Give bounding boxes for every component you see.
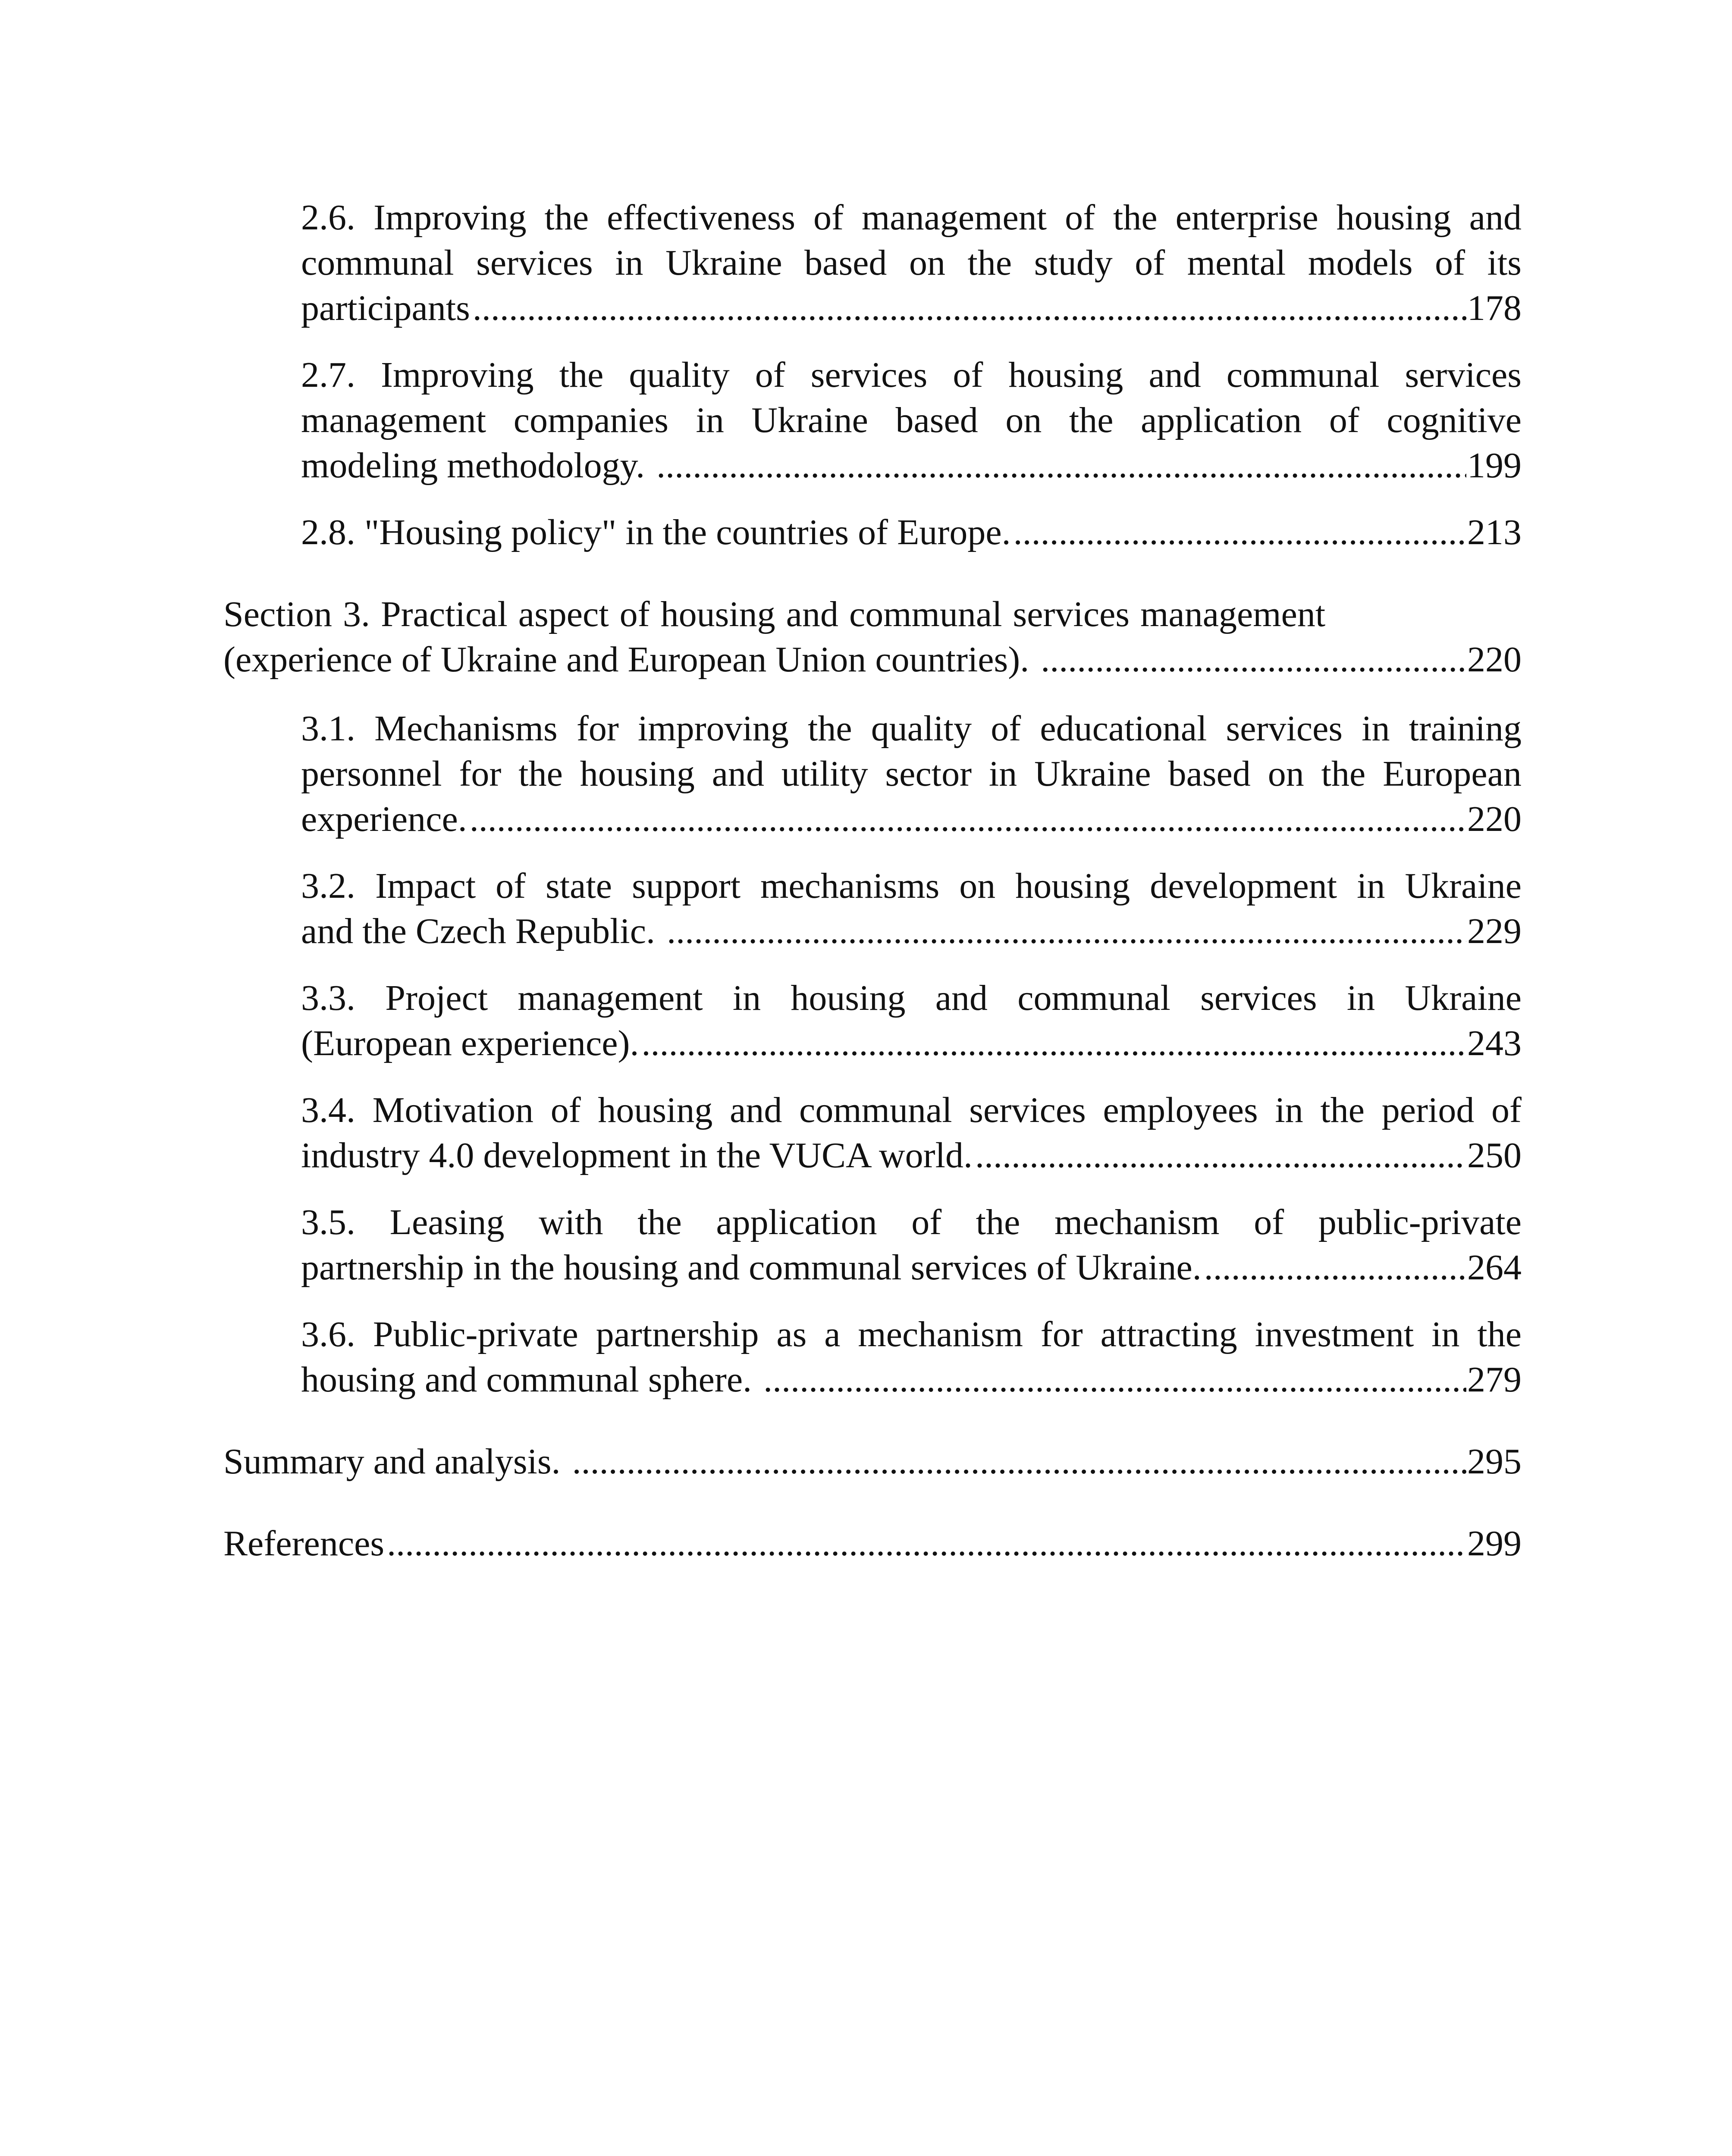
toc-line: management companies in Ukraine based on the application of cognitive [301, 400, 1522, 440]
toc-entry-3-6[interactable] [301, 1312, 1522, 1402]
toc-line: 3.6. Public-private partnership as a mechanism for attracting investment in the [301, 1314, 1522, 1354]
toc-entry-3-1[interactable] [301, 706, 1522, 842]
toc-entry-text [301, 195, 1522, 285]
toc-entry-summary[interactable] [223, 1439, 1522, 1484]
toc-line: experience. [301, 799, 467, 839]
toc-line: 3.4. Motivation of housing and communal services employees in the period of [301, 1090, 1522, 1130]
toc-entry-references[interactable] [223, 1521, 1522, 1566]
toc-entry-3-3[interactable] [301, 975, 1522, 1066]
page-number: 250 [1467, 1135, 1522, 1175]
page-number: 295 [1467, 1442, 1522, 1482]
toc-line: 3.1. Mechanisms for improving the quality of educational services in training [301, 708, 1522, 749]
toc-entry-text [301, 352, 1522, 443]
toc-line: (experience of Ukraine and European Union countries). [223, 639, 1039, 680]
toc-line: participants [301, 288, 470, 328]
toc-line: 3.2. Impact of state support mechanisms on housing development in Ukraine [301, 866, 1522, 906]
toc-leader-line [301, 1021, 1522, 1066]
dot-leader [1013, 510, 1466, 555]
page-number: 264 [1467, 1247, 1522, 1288]
toc-line: (European experience). [301, 1023, 639, 1063]
toc-leader-line [301, 796, 1522, 842]
toc-leader-line [301, 909, 1522, 954]
toc-leader-line [223, 1439, 1522, 1484]
page-number: 213 [1467, 512, 1522, 552]
dot-leader [473, 285, 1466, 331]
toc-line: 2.6. Improving the effectiveness of management of the enterprise housing and [301, 197, 1522, 238]
toc-line: Summary and analysis. [223, 1442, 570, 1482]
toc-line: communal services in Ukraine based on the study of mental models of its [301, 243, 1522, 283]
dot-leader [642, 1021, 1466, 1066]
toc-leader-line [301, 443, 1522, 488]
dot-leader [1041, 637, 1466, 682]
page-number: 279 [1467, 1360, 1522, 1400]
toc-line: industry 4.0 development in the VUCA world. [301, 1135, 973, 1175]
toc-entry-section-3[interactable] [223, 592, 1522, 682]
dot-leader [656, 443, 1466, 488]
page-number: 229 [1467, 911, 1522, 951]
page-number: 299 [1467, 1523, 1522, 1564]
toc-leader-line [301, 285, 1522, 331]
toc-entry-2-7[interactable] [301, 352, 1522, 488]
toc-line: and the Czech Republic. [301, 911, 665, 951]
toc-entry-3-2[interactable] [301, 863, 1522, 954]
page-number: 220 [1467, 639, 1522, 680]
table-of-contents [223, 195, 1522, 1566]
toc-line: housing and communal sphere. [301, 1360, 761, 1400]
toc-line: modeling methodology. [301, 445, 654, 486]
toc-line: 2.8. "Housing policy" in the countries of Europe. [301, 512, 1011, 552]
toc-entry-2-8[interactable] [301, 510, 1522, 555]
toc-line: Section 3. Practical aspect of housing and communal services management [223, 594, 1326, 634]
toc-leader-line [301, 1357, 1522, 1402]
toc-line: personnel for the housing and utility sector in Ukraine based on the European [301, 754, 1522, 794]
toc-entry-text [301, 706, 1522, 796]
dot-leader [470, 796, 1466, 842]
toc-leader-line [301, 1245, 1522, 1290]
dot-leader [1204, 1245, 1466, 1290]
toc-entry-3-4[interactable] [301, 1087, 1522, 1178]
page-number: 178 [1467, 288, 1522, 328]
toc-leader-line [301, 1133, 1522, 1178]
dot-leader [667, 909, 1466, 954]
toc-line: partnership in the housing and communal services of Ukraine. [301, 1247, 1202, 1288]
dot-leader [763, 1357, 1466, 1402]
page-number: 243 [1467, 1023, 1522, 1063]
toc-line: 2.7. Improving the quality of services of housing and communal services [301, 355, 1522, 395]
toc-leader-line [301, 510, 1522, 555]
toc-line: References [223, 1523, 385, 1564]
dot-leader [975, 1133, 1466, 1178]
toc-leader-line [223, 637, 1522, 682]
toc-entry-2-6[interactable] [301, 195, 1522, 331]
dot-leader [387, 1521, 1466, 1566]
page-number: 220 [1467, 799, 1522, 839]
toc-leader-line [223, 1521, 1522, 1566]
page-number: 199 [1467, 445, 1522, 486]
toc-entry-3-5[interactable] [301, 1200, 1522, 1290]
toc-line: 3.3. Project management in housing and communal services in Ukraine [301, 978, 1522, 1018]
toc-line: 3.5. Leasing with the application of the mechanism of public-private [301, 1202, 1522, 1242]
dot-leader [572, 1439, 1466, 1484]
